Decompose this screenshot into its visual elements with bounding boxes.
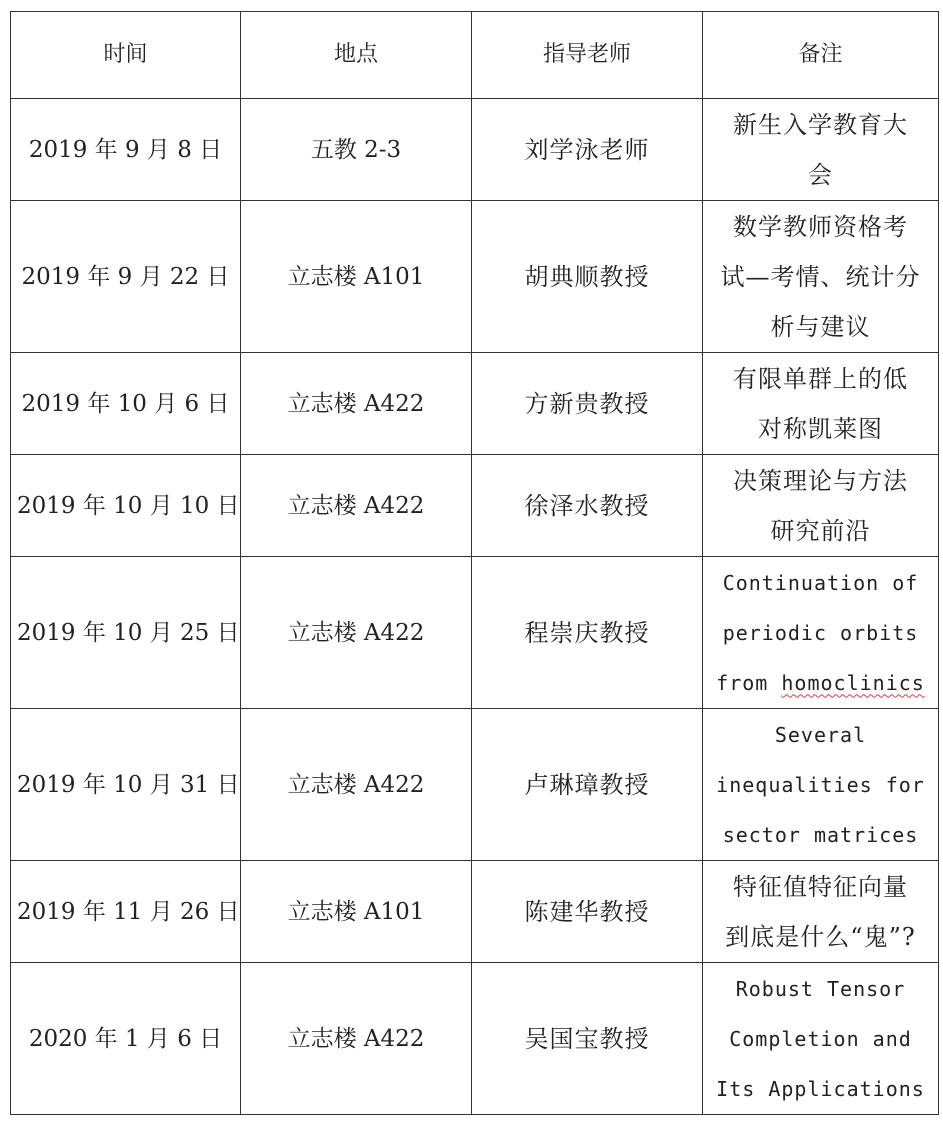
place-cell <box>241 201 472 353</box>
time-value: 2019 年 9 月 8 日 <box>28 137 223 163</box>
note-line: sector matrices <box>722 822 919 847</box>
time-value: 2019 年 11 月 26 日 <box>17 899 240 925</box>
place-cell <box>241 557 472 709</box>
schedule-table <box>10 11 939 1115</box>
note-line: Several <box>774 722 867 747</box>
time-value: 2020 年 1 月 6 日 <box>28 1026 223 1052</box>
place-value: 立志楼 A422 <box>287 1026 425 1052</box>
place-cell <box>241 455 472 557</box>
table-row <box>11 99 939 201</box>
note-line: 会 <box>808 160 833 189</box>
teacher-cell <box>472 99 703 201</box>
note-line: 对称凯莱图 <box>758 414 883 443</box>
teacher-cell <box>472 557 703 709</box>
table-header-row <box>11 12 939 99</box>
spellcheck-underlined-word: homoclinics <box>781 670 925 695</box>
header-time: 时间 <box>11 12 241 99</box>
teacher-value: 刘学泳老师 <box>524 135 650 164</box>
teacher-cell <box>472 963 703 1115</box>
teacher-cell <box>472 455 703 557</box>
time-value: 2019 年 10 月 6 日 <box>21 391 230 417</box>
header-teacher: 指导老师 <box>472 12 703 99</box>
note-line: Robust Tensor <box>735 976 906 1001</box>
place-value: 立志楼 A422 <box>287 772 425 798</box>
teacher-value: 卢琳璋教授 <box>524 770 650 799</box>
teacher-value: 方新贵教授 <box>524 389 650 418</box>
place-cell <box>241 963 472 1115</box>
place-value: 五教 2-3 <box>310 137 402 163</box>
time-value: 2019 年 9 月 22 日 <box>21 264 230 290</box>
time-cell <box>11 201 241 353</box>
table-row <box>11 963 939 1115</box>
time-cell <box>11 963 241 1115</box>
time-cell <box>11 557 241 709</box>
table-row <box>11 201 939 353</box>
place-value: 立志楼 A101 <box>287 264 425 290</box>
time-value: 2019 年 10 月 10 日 <box>17 493 240 519</box>
note-line: 有限单群上的低 <box>733 364 908 393</box>
place-value: 立志楼 A422 <box>287 391 425 417</box>
note-cell <box>703 455 939 557</box>
teacher-value: 徐泽水教授 <box>524 491 650 520</box>
header-place: 地点 <box>241 12 472 99</box>
note-line: Continuation of <box>722 570 919 595</box>
note-cell <box>703 557 939 709</box>
note-line: 数学教师资格考 <box>733 212 908 241</box>
teacher-value: 陈建华教授 <box>524 897 650 926</box>
note-cell <box>703 353 939 455</box>
note-cell <box>703 861 939 963</box>
note-line-prefix: from <box>716 670 782 695</box>
note-cell <box>703 99 939 201</box>
teacher-value: 程崇庆教授 <box>524 618 650 647</box>
table-row <box>11 709 939 861</box>
place-cell <box>241 353 472 455</box>
note-line: 研究前沿 <box>770 516 871 545</box>
time-value: 2019 年 10 月 31 日 <box>17 772 240 798</box>
table-row <box>11 557 939 709</box>
teacher-value: 胡典顺教授 <box>524 262 650 291</box>
teacher-cell <box>472 353 703 455</box>
place-cell <box>241 709 472 861</box>
time-cell <box>11 861 241 963</box>
note-line: Its Applications <box>716 1076 925 1101</box>
note-line: inequalities for <box>716 772 925 797</box>
note-cell <box>703 201 939 353</box>
teacher-value: 吴国宝教授 <box>524 1024 650 1053</box>
note-line: 特征值特征向量 <box>733 872 908 901</box>
time-value: 2019 年 10 月 25 日 <box>17 620 240 646</box>
note-line: 析与建议 <box>770 312 871 341</box>
place-cell <box>241 99 472 201</box>
note-line: Completion and <box>729 1026 912 1051</box>
note-line: 新生入学教育大 <box>733 110 908 139</box>
table-row <box>11 353 939 455</box>
teacher-cell <box>472 709 703 861</box>
place-value: 立志楼 A101 <box>287 899 425 925</box>
place-value: 立志楼 A422 <box>287 620 425 646</box>
table-row <box>11 455 939 557</box>
teacher-cell <box>472 861 703 963</box>
note-line: 决策理论与方法 <box>733 466 908 495</box>
teacher-cell <box>472 201 703 353</box>
header-note: 备注 <box>703 12 939 99</box>
note-cell <box>703 963 939 1115</box>
note-line <box>705 658 936 708</box>
time-cell <box>11 353 241 455</box>
note-line: 到底是什么“鬼”? <box>725 922 916 951</box>
note-line: 试—考情、统计分 <box>720 262 921 291</box>
place-cell <box>241 861 472 963</box>
table-row <box>11 861 939 963</box>
time-cell <box>11 99 241 201</box>
time-cell <box>11 455 241 557</box>
note-cell <box>703 709 939 861</box>
place-value: 立志楼 A422 <box>287 493 425 519</box>
time-cell <box>11 709 241 861</box>
note-line: periodic orbits <box>722 620 919 645</box>
